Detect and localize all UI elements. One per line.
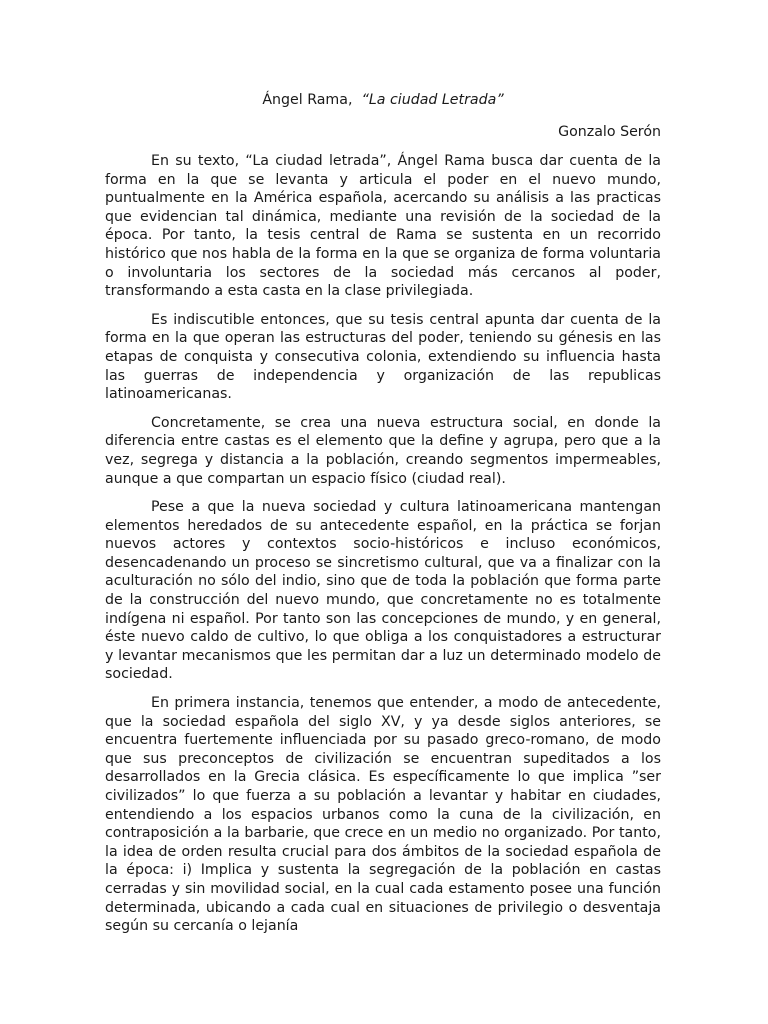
- paragraph-3: Concretamente, se crea una nueva estructura social, en donde la diferencia entre castas es el elemento que la define y agrupa, pero que a la vez, segrega y distancia a la población, creando segmentos impermeables, aunque a que compartan un espacio físico (ciudad real).: [105, 414, 661, 487]
- paragraph-5: En primera instancia, tenemos que entender, a modo de antecedente, que la sociedad española del siglo XV, y ya desde siglos anteriores, se encuentra fuertemente influenciada por su pasado greco-romano, de modo que sus preconceptos de civilización se encuentran supeditados a los desarrollados en la Grecia clásica. Es específicamente lo que implica ”ser civilizados” lo que fuerza a su población a levantar y habitar en ciudades, entendiendo a los espacios urbanos como la cuna de la civilización, en contraposición a la barbarie, que crece en un medio no organizado. Por tanto, la idea de orden resulta crucial para dos ámbitos de la sociedad española de la época: i) Implica y sustenta la segregación de la población en castas cerradas y sin movilidad social, en la cual cada estamento posee una función determinada, ubicando a cada cual en situaciones de privilegio o desventaja según su cercanía o lejanía: [105, 695, 661, 935]
- document-body: [105, 152, 661, 946]
- document-title: [105, 90, 661, 110]
- paragraph-4: Pese a que la nueva sociedad y cultura latinoamericana mantengan elementos heredados de su antecedente español, en la práctica se forjan nuevos actores y contextos socio-históricos e incluso económicos, desencadenando un proceso se sincretismo cultural, que va a finalizar con la aculturación no sólo del indio, sino que de toda la población que forma parte de la construcción del nuevo mundo, que concretamente no es totalmente indígena ni español. Por tanto son las concepciones de mundo, y en general, éste nuevo caldo de cultivo, lo que obliga a los conquistadores a estructurar y levantar mecanismos que les permitan dar a luz un determinado modelo de sociedad.: [105, 499, 661, 683]
- paragraph-1: En su texto, “La ciudad letrada”, Ángel Rama busca dar cuenta de la forma en la que se levanta y articula el poder en el nuevo mundo, puntualmente en la América española, acercando su análisis a las practicas que evidencian tal dinámica, mediante una revisión de la sociedad de la época. Por tanto, la tesis central de Rama se sustenta en un recorrido histórico que nos habla de la forma en la que se organiza de forma voluntaria o involuntaria los sectores de la sociedad más cercanos al poder, transformando a esta casta en la clase privilegiada.: [105, 153, 661, 300]
- document-author: Gonzalo Serón: [558, 124, 661, 140]
- paragraph-2: Es indiscutible entonces, que su tesis central apunta dar cuenta de la forma en la que operan las estructuras del poder, teniendo su génesis en las etapas de conquista y consecutiva colonia, extendiendo su influencia hasta las guerras de independencia y organización de las republicas latinoamericanas.: [105, 311, 661, 403]
- title-author-name: Ángel Rama,: [262, 92, 353, 108]
- title-work-name: “La ciudad Letrada”: [361, 92, 504, 108]
